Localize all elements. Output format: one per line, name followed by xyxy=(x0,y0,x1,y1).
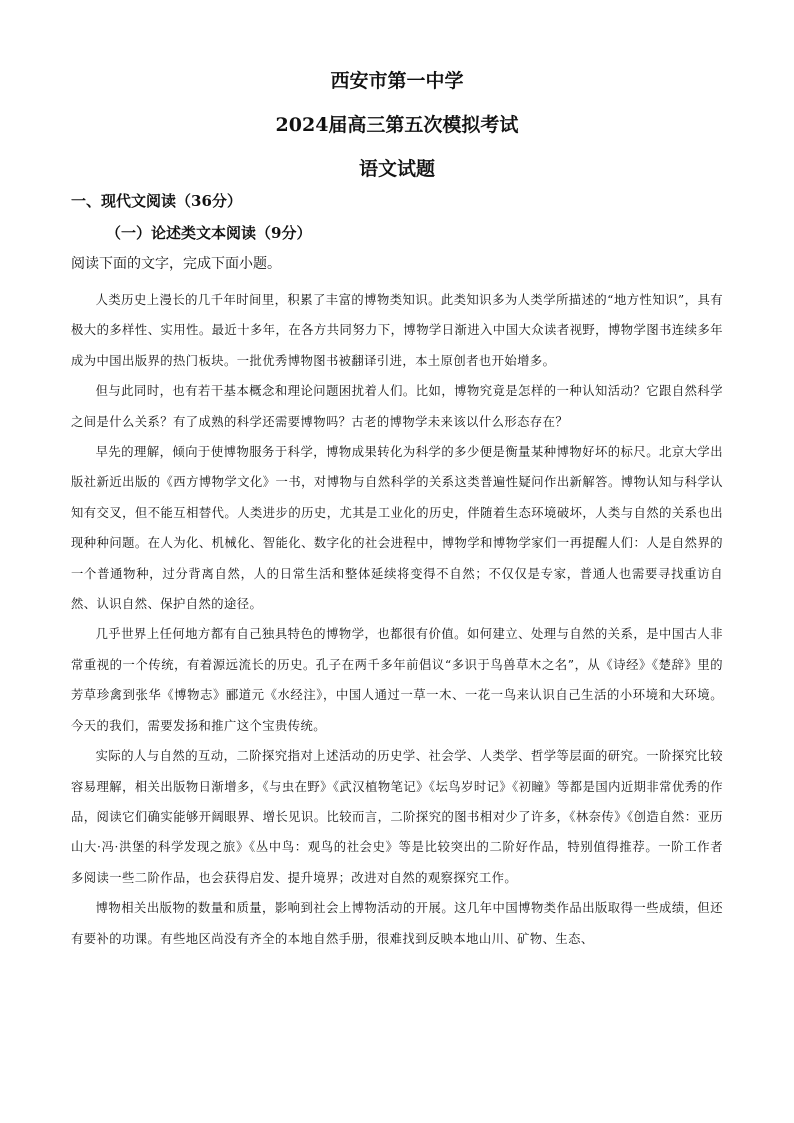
passage-paragraph: 但与此同时，也有若干基本概念和理论问题困扰着人们。比如，博物究竟是怎样的一种认知活动？它跟自然科学之间是什么关系？有了成熟的科学还需要博物吗？古老的博物学未来该以什么形态存在？ xyxy=(71,384,723,429)
passage-paragraph: 早先的理解，倾向于使博物服务于科学，博物成果转化为科学的多少便是衡量某种博物好坏的标尺。北京大学出版社新近出版的《西方博物学文化》一书，对博物与自然科学的关系这类普遍性疑问作出新解答。博物认知与科学认知有交叉，但不能互相替代。人类进步的历史，尤其是工业化的历史，伴随着生态环境破坏，人类与自然的关系也出现种种问题。在人为化、机械化、智能化、数字化的社会进程中，博物学和博物学家们一再提醒人们：人是自然界的一个普通物种，过分背离自然，人的日常生活和整体延续将变得不自然；不仅仅是专家，普通人也需要寻找重访自然、认识自然、保护自然的途径。 xyxy=(71,445,723,612)
subject-title: 语文试题 xyxy=(358,158,435,180)
passage-paragraph: 博物相关出版物的数量和质量，影响到社会上博物活动的开展。这几年中国博物类作品出版取得一些成绩，但还有要补的功课。有些地区尚没有齐全的本地自然手册，很难找到反映本地山川、矿物、生态、 xyxy=(71,901,723,946)
passage-body xyxy=(71,285,723,954)
passage-paragraph: 人类历史上漫长的几千年时间里，积累了丰富的博物类知识。此类知识多为人类学所描述的“地方性知识”，具有极大的多样性、实用性。最近十多年，在各方共同努力下，博物学日渐进入中国大众读者视野，博物学图书连续多年成为中国出版界的热门板块。一批优秀博物图书被翻译引进，本土原创者也开始增多。 xyxy=(71,293,723,368)
exam-title: 2024届高三第五次模拟考试 xyxy=(275,114,519,136)
section-heading: 一、现代文阅读（36分） xyxy=(71,192,242,210)
school-title: 西安市第一中学 xyxy=(330,70,464,92)
passage-paragraph: 几乎世界上任何地方都有自己独具特色的博物学，也都很有价值。如何建立、处理与自然的关系，是中国古人非常重视的一个传统，有着源远流长的历史。孔子在两千多年前倡议“多识于鸟兽草木之名”，从《诗经》《楚辞》里的芳草珍禽到张华《博物志》郦道元《水经注》，中国人通过一草一木、一花一鸟来认识自己生活的小环境和大环境。今天的我们，需要发扬和推广这个宝贵传统。 xyxy=(71,627,723,733)
reading-instruction: 阅读下面的文字，完成下面小题。 xyxy=(71,256,281,272)
passage-paragraph: 实际的人与自然的互动，二阶探究指对上述活动的历史学、社会学、人类学、哲学等层面的研究。一阶探究比较容易理解，相关出版物日渐增多，《与虫在野》《武汉植物笔记》《坛鸟岁时记》《初瞳》等都是国内近期非常优秀的作品，阅读它们确实能够开阔眼界、增长见识。比较而言，二阶探究的图书相对少了许多，《林奈传》《创造自然：亚历山大·冯·洪堡的科学发现之旅》《丛中鸟：观鸟的社会史》等是比较突出的二阶好作品，特别值得推荐。一阶工作者多阅读一些二阶作品，也会获得启发、提升境界；改进对自然的观察探究工作。 xyxy=(71,749,723,885)
subsection-heading: （一）论述类文本阅读（9分） xyxy=(106,224,312,242)
